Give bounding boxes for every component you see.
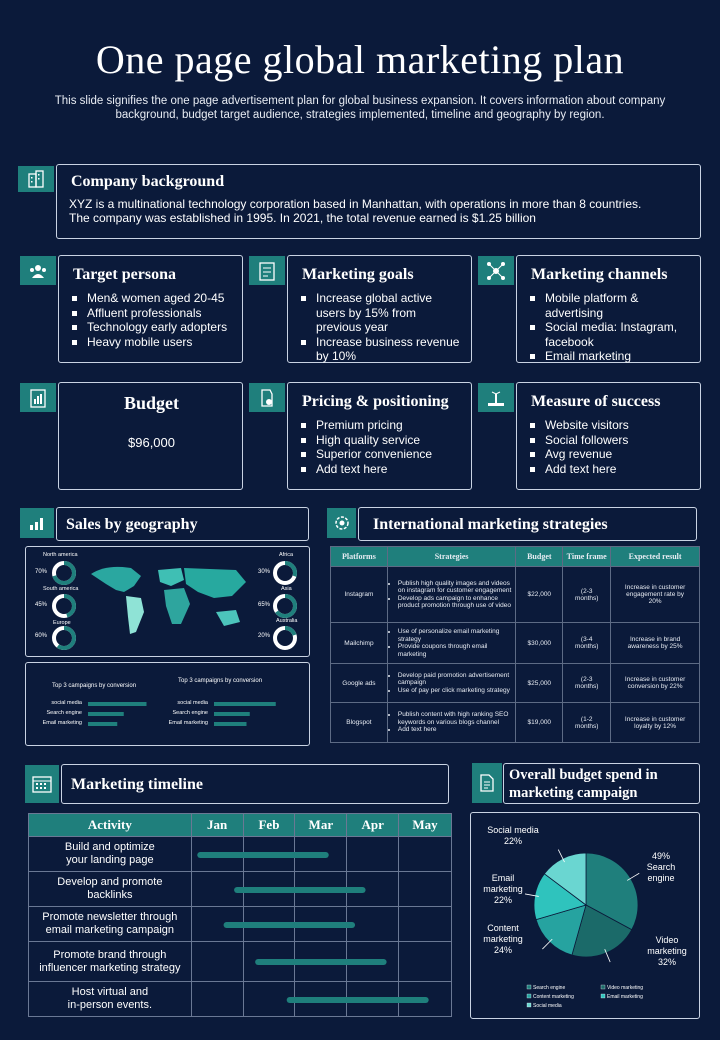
world-map-panel (25, 546, 310, 657)
campaign-bar (214, 712, 250, 716)
activity-cell: Promote brand through influencer marketing strategy (29, 942, 192, 982)
legend-swatch (527, 1003, 531, 1007)
table-cell: $22,000 (516, 567, 563, 623)
bar-label: social media (177, 700, 208, 706)
legend-label: Content marketing (533, 994, 574, 1000)
list-item: Social followers (527, 433, 699, 448)
gear-icon (327, 508, 356, 538)
sales-geo-header (56, 507, 309, 541)
timeline-title: Marketing timeline (71, 776, 203, 793)
region-pct: 70% (35, 569, 48, 575)
budget-value: $96,000 (128, 435, 175, 450)
bar-chart-icon (20, 508, 54, 538)
persona-icon (20, 256, 56, 285)
region-label: Australia (276, 618, 298, 624)
activity-cell: Build and optimize your landing page (29, 837, 192, 872)
measure-list (527, 418, 699, 476)
table-header: Expected result (611, 547, 700, 567)
campaign-bar (88, 722, 117, 726)
table-cell: (3-4 months) (563, 623, 611, 664)
target-persona-list (69, 291, 241, 349)
list-item: Add text here (527, 462, 699, 477)
marketing-goals-card (287, 255, 472, 363)
table-cell: Increase in customer loyalty by 12% (611, 703, 700, 743)
target-persona-card (58, 255, 243, 363)
list-item: Men& women aged 20-45 (69, 291, 241, 306)
budget-icon (20, 383, 56, 412)
goals-icon (249, 256, 285, 285)
table-cell: Blogspot (331, 703, 388, 743)
region-label: Africa (279, 552, 294, 558)
legend-label: Email marketing (607, 994, 643, 1000)
calendar-icon (25, 765, 59, 803)
list-item: • Develop ads campaign to enhance product promotion through use of video (398, 595, 516, 610)
table-cell: Instagram (331, 567, 388, 623)
table-header: Jan (191, 814, 243, 837)
table-header: Activity (29, 814, 192, 837)
company-background-line2: The company was established in 1995. In 2021, the total revenue earned is $1.25 billion (69, 211, 536, 225)
price-tag-icon (249, 383, 285, 412)
region-label: North america (43, 552, 78, 558)
legend-label: Social media (533, 1003, 562, 1009)
campaign-bar (88, 702, 147, 706)
table-cell (387, 567, 516, 623)
legend-swatch (601, 994, 605, 998)
budget-title: Budget (123, 393, 179, 413)
pie-label: Video marketing 32% (647, 935, 687, 967)
table-cell: Increase in customer conversion by 22% (611, 664, 700, 703)
activity-cell: Promote newsletter through email marketing campaign (29, 907, 192, 942)
bar-label: Email marketing (42, 720, 82, 726)
region-pct: 65% (258, 602, 271, 608)
list-item: Mobile platform & advertising (527, 291, 699, 320)
list-item: Website visitors (527, 418, 699, 433)
list-item: • Add text here (398, 726, 516, 734)
pie-label: Content marketing 24% (483, 923, 523, 955)
list-item: Increase global active users by 15% from previous year (298, 291, 470, 335)
target-persona-title: Target persona (73, 266, 176, 283)
bar-label: Email marketing (168, 720, 208, 726)
marketing-channels-list (527, 291, 699, 364)
table-row (29, 982, 452, 1017)
intl-title: International marketing strategies (373, 516, 608, 533)
pricing-card (287, 382, 472, 490)
podium-icon (478, 383, 514, 412)
table-cell: $25,000 (516, 664, 563, 703)
list-item: Technology early adopters (69, 320, 241, 335)
table-row (331, 567, 700, 623)
list-item: Superior convenience (298, 447, 470, 462)
campaign-chart-title: Top 3 campaigns by conversion (178, 678, 263, 684)
table-cell: $30,000 (516, 623, 563, 664)
table-row (29, 942, 452, 982)
table-cell (387, 703, 516, 743)
region-pct: 60% (35, 633, 48, 639)
region-label: Europe (53, 620, 71, 626)
list-item: High quality service (298, 433, 470, 448)
campaign-chart-title: Top 3 campaigns by conversion (52, 683, 137, 689)
timeline-table (28, 813, 452, 1017)
table-header: Time frame (563, 547, 611, 567)
pie-chart (471, 813, 701, 1020)
measure-card (516, 382, 701, 490)
pie-label: Social media 22% (487, 825, 539, 846)
timeline-header (61, 764, 449, 804)
list-item: • Use of pay per click marketing strategy (398, 687, 516, 695)
sales-geo-title: Sales by geography (66, 516, 198, 533)
table-row (331, 623, 700, 664)
table-cell: Mailchimp (331, 623, 388, 664)
marketing-channels-card (516, 255, 701, 363)
pie-label: Email marketing 22% (483, 873, 523, 905)
region-pct: 20% (258, 633, 271, 639)
page-title: One page global marketing plan (95, 37, 625, 82)
region-pct: 30% (258, 569, 271, 575)
pie-chart-panel (470, 812, 700, 1019)
budget-spend-title-1: Overall budget spend in (509, 767, 658, 783)
marketing-goals-list (298, 291, 470, 364)
list-item: Affluent professionals (69, 306, 241, 321)
marketing-goals-title: Marketing goals (302, 266, 414, 283)
company-background-card (56, 164, 701, 239)
table-row (29, 907, 452, 942)
bar-label: Search engine (172, 710, 208, 716)
table-row (29, 837, 452, 872)
table-row (29, 872, 452, 907)
list-item: Email marketing (527, 349, 699, 364)
pie-label: 49% Search engine (646, 851, 676, 883)
table-cell: Google ads (331, 664, 388, 703)
campaign-bars (26, 663, 311, 747)
legend-swatch (601, 985, 605, 989)
budget-spend-header (503, 763, 700, 804)
pricing-title: Pricing & positioning (302, 393, 449, 410)
activity-cell: Host virtual and in-person events. (29, 982, 192, 1017)
intl-table (330, 546, 700, 743)
building-icon (18, 166, 54, 192)
legend-label: Search engine (533, 985, 566, 991)
table-header: Budget (516, 547, 563, 567)
table-header: Platforms (331, 547, 388, 567)
pie-leader (542, 939, 552, 949)
list-item: Add text here (298, 462, 470, 477)
legend-label: Video marketing (607, 985, 644, 991)
bar-label: Search engine (46, 710, 82, 716)
page-subtitle: This slide signifies the one page advertisement plan for global business expansion. It covers information about company background, budget target audience, strategies implemented, timeline and geography by region. (54, 95, 666, 121)
list-item: • Publish content with high ranking SEO keywords on various blogs channel (398, 711, 516, 726)
intl-header (358, 507, 697, 541)
list-item: Avg revenue (527, 447, 699, 462)
list-item: Social media: Instagram, facebook (527, 320, 699, 349)
table-cell (387, 664, 516, 703)
campaign-bar (214, 722, 247, 726)
list-item: • Provide coupons through email marketing (398, 643, 516, 658)
table-row (331, 703, 700, 743)
campaign-panel (25, 662, 310, 746)
region-pct: 45% (35, 602, 48, 608)
channels-icon (478, 256, 514, 285)
table-cell: $19,000 (516, 703, 563, 743)
table-header: Strategies (387, 547, 516, 567)
list-item: Premium pricing (298, 418, 470, 433)
table-cell: Increase in customer engagement rate by 20% (611, 567, 700, 623)
list-item: • Publish high quality images and videos on instagram for customer engagement (398, 580, 516, 595)
table-header: Feb (243, 814, 295, 837)
company-background-line1: XYZ is a multinational technology corporation based in Manhattan, with operations in more than 8 countries. (69, 197, 642, 211)
list-item: • Use of personalize email marketing strategy (398, 628, 516, 643)
table-cell: (2-3 months) (563, 567, 611, 623)
table-header: May (399, 814, 452, 837)
measure-title: Measure of success (531, 393, 661, 410)
campaign-bar (88, 712, 124, 716)
company-background-title: Company background (71, 173, 225, 190)
list-item: • Develop paid promotion advertisement campaign (398, 672, 516, 687)
region-label: South america (43, 586, 79, 592)
campaign-bar (214, 702, 276, 706)
list-item: Increase business revenue by 10% (298, 335, 470, 364)
budget-spend-title-2: marketing campaign (509, 785, 638, 801)
table-row (331, 664, 700, 703)
table-cell: (2-3 months) (563, 664, 611, 703)
budget-card (58, 382, 243, 490)
region-label: Asia (281, 586, 292, 592)
legend-swatch (527, 994, 531, 998)
document-icon (472, 763, 502, 803)
list-item: Heavy mobile users (69, 335, 241, 350)
table-cell: Increase in brand awareness by 25% (611, 623, 700, 664)
table-header: Apr (347, 814, 399, 837)
legend-swatch (527, 985, 531, 989)
table-cell: (1-2 months) (563, 703, 611, 743)
marketing-channels-title: Marketing channels (531, 266, 668, 283)
activity-cell: Develop and promote backlinks (29, 872, 192, 907)
table-header: Mar (295, 814, 347, 837)
bar-label: social media (51, 700, 82, 706)
region-donuts (26, 547, 311, 658)
table-cell (387, 623, 516, 664)
pricing-list (298, 418, 470, 476)
